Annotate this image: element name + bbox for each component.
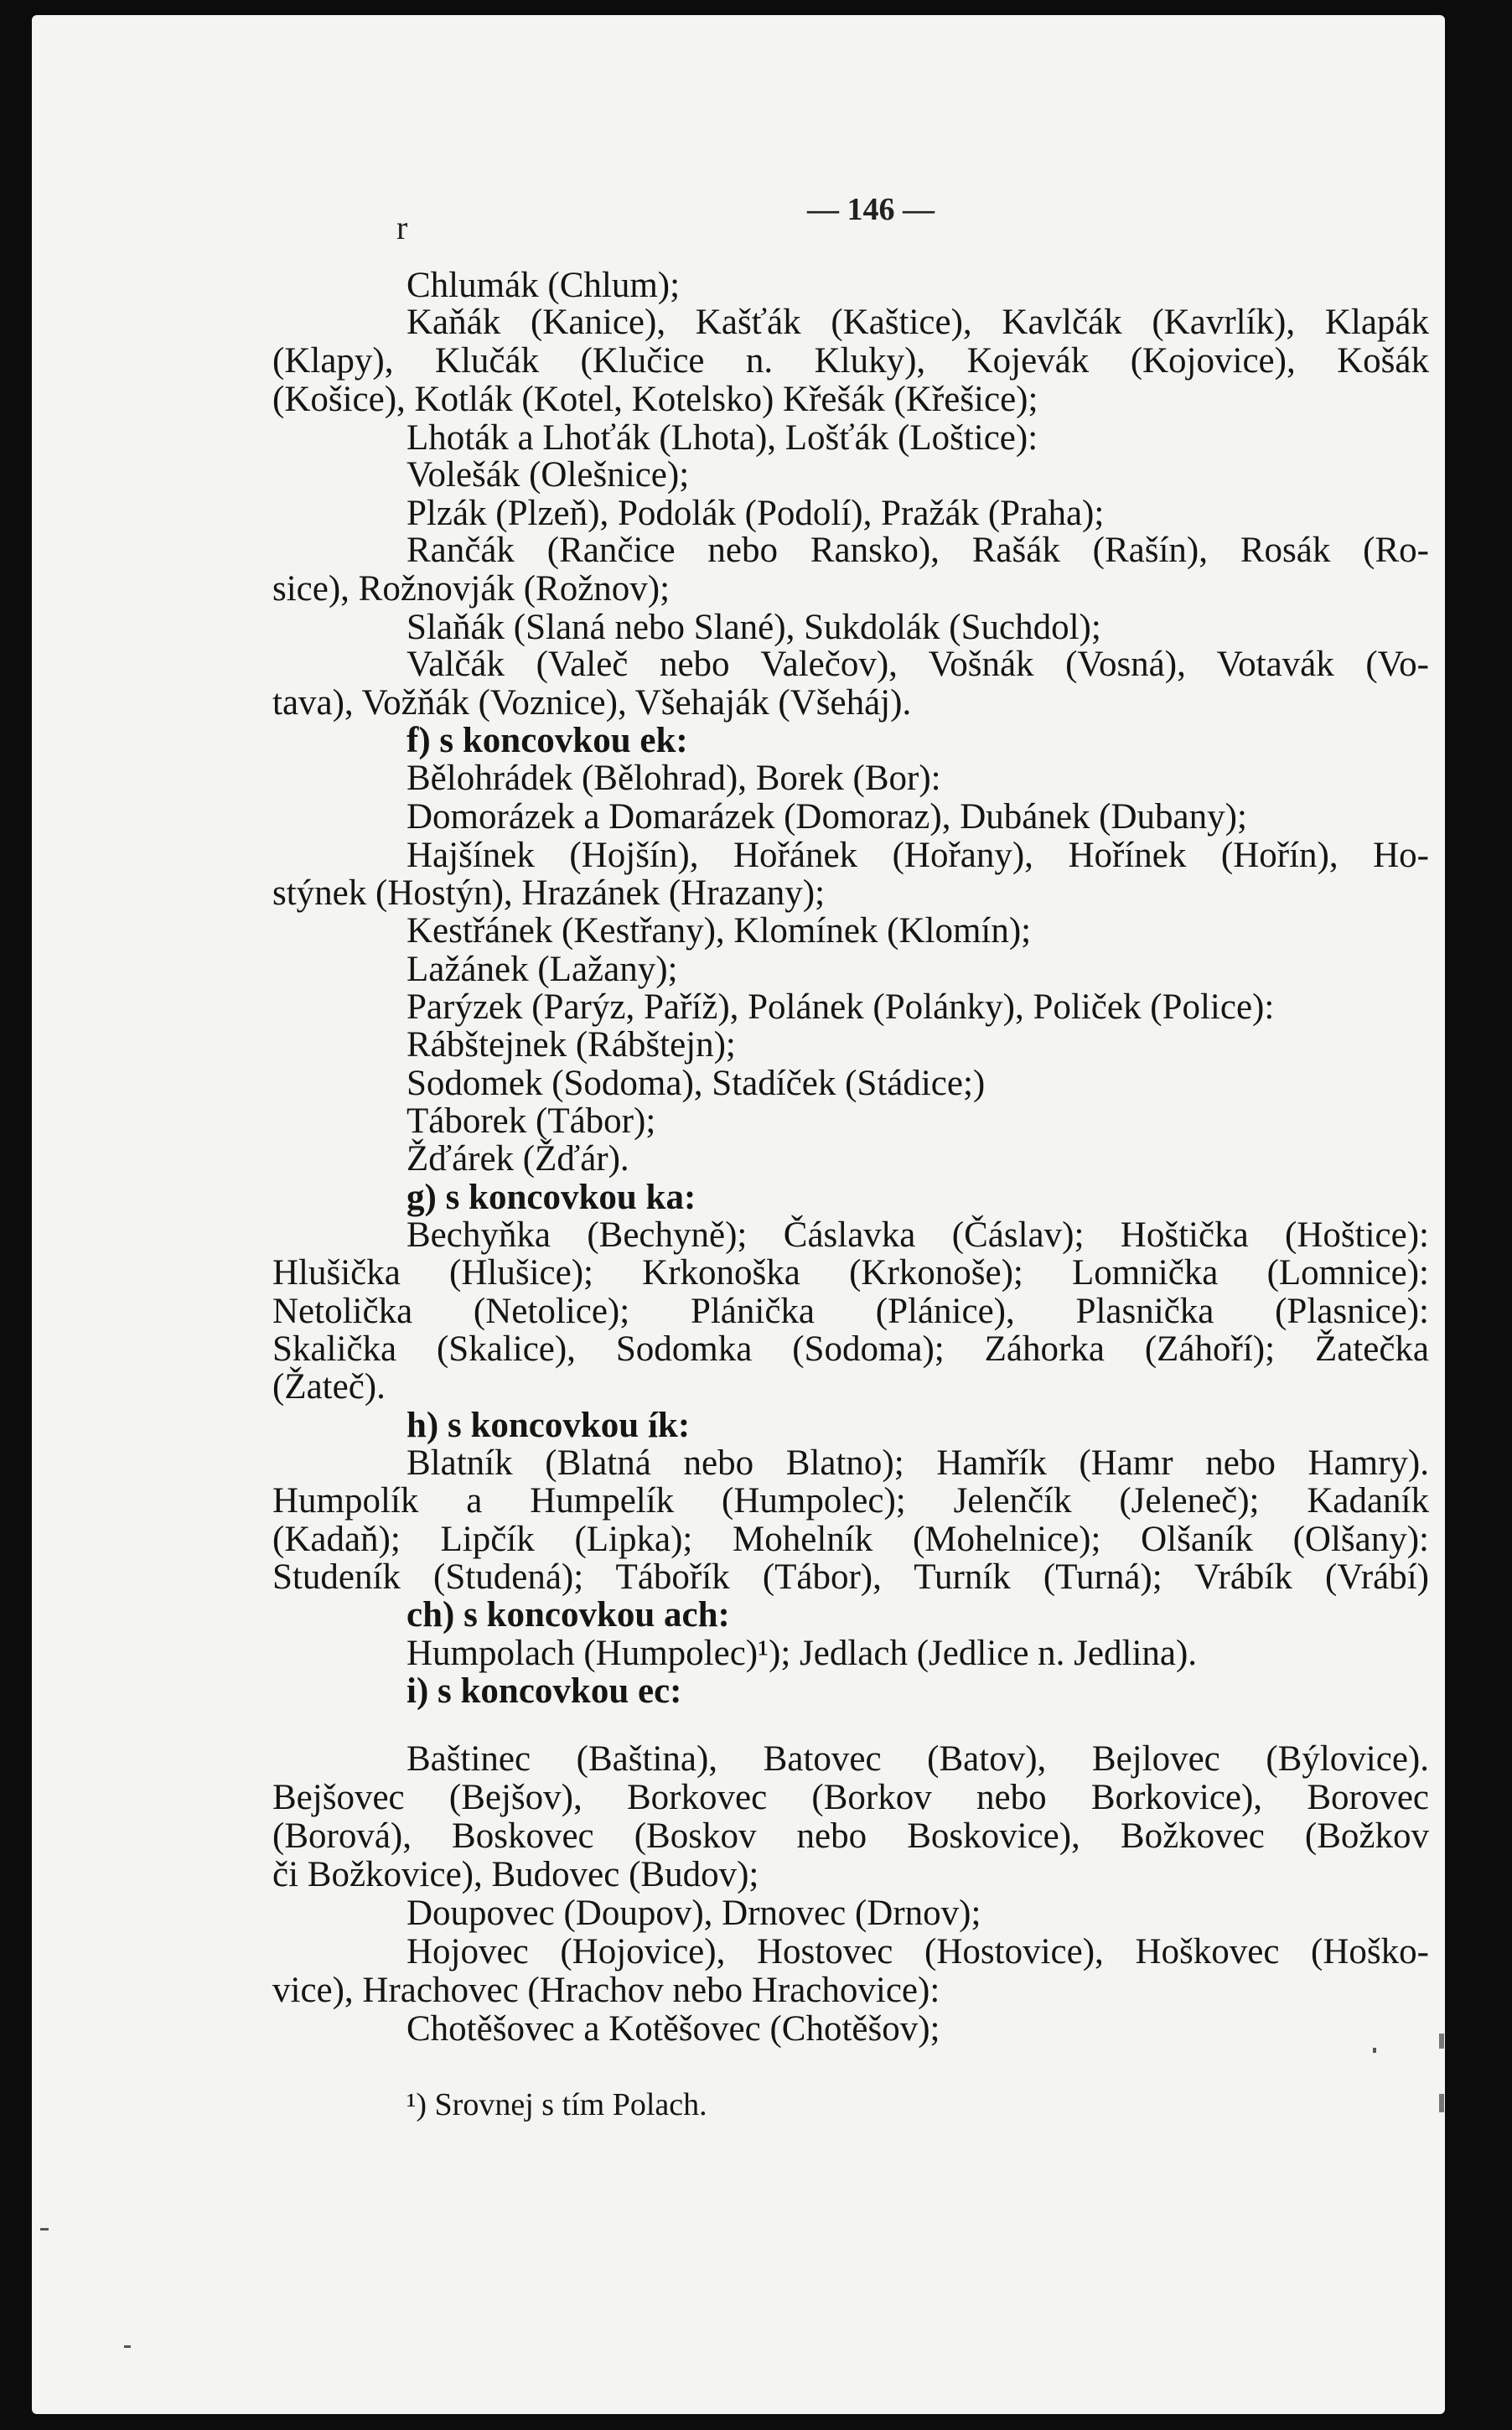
text-line: Kestřánek (Kestřany), Klomínek (Klomín); (406, 911, 1032, 951)
text-line: vice), Hrachovec (Hrachov nebo Hrachovice): (272, 1971, 940, 2010)
page-edge-mark (1439, 2094, 1444, 2112)
scan-speck (40, 2228, 49, 2231)
text-line: sice), Rožnovják (Rožnov); (272, 569, 671, 609)
text-line: Doupovec (Doupov), Drnovec (Drnov); (406, 1894, 981, 1933)
text-line: (Košice), Kotlák (Kotel, Kotelsko) Křešák (Křešice); (272, 380, 1038, 419)
section-heading-i: i) s koncovkou ec: (406, 1671, 682, 1711)
text-line: Sodomek (Sodoma), Stadíček (Stádice;) (406, 1064, 986, 1103)
text-line: stýnek (Hostýn), Hrazánek (Hrazany); (272, 873, 826, 913)
text-line: Hlušička (Hlušice); Krkonoška (Krkonoše); Lomnička (Lomnice): (272, 1253, 1429, 1293)
text-line: Bejšovec (Bejšov), Borkovec (Borkov nebo Borkovice), Borovec (272, 1778, 1429, 1817)
text-line: Kaňák (Kanice), Kašťák (Kaštice), Kavlčák (Kavrlík), Klapák (406, 303, 1429, 342)
text-line: Skalička (Skalice), Sodomka (Sodoma); Záhorka (Záhoří); Žatečka (272, 1329, 1429, 1369)
text-line: Chlumák (Chlum); (406, 266, 681, 305)
section-heading-ch: ch) s koncovkou ach: (406, 1595, 730, 1635)
text-line: Lhoták a Lhoťák (Lhota), Lošťák (Loštice): (406, 418, 1038, 458)
scan-speck (124, 2345, 131, 2348)
text-line: Valčák (Valeč nebo Valečov), Vošnák (Vosná), Votavák (Vo- (406, 645, 1429, 684)
text-line: Humpolík a Humpelík (Humpolec); Jelenčík (Jeleneč); Kadaník (272, 1481, 1429, 1521)
text-line: Rančák (Rančice nebo Ransko), Rašák (Rašín), Rosák (Ro- (406, 531, 1429, 570)
text-line: Bělohrádek (Bělohrad), Borek (Bor): (406, 759, 941, 798)
text-line: Humpolach (Humpolec)¹); Jedlach (Jedlice n. Jedlina). (406, 1634, 1198, 1673)
text-line: (Kadaň); Lipčík (Lipka); Mohelník (Mohelnice); Olšaník (Olšany): (272, 1520, 1429, 1559)
text-line: Hojovec (Hojovice), Hostovec (Hostovice), Hoškovec (Hoško- (406, 1932, 1429, 1971)
section-heading-g: g) s koncovkou ka: (406, 1178, 696, 1217)
text-line: Táborek (Tábor); (406, 1101, 656, 1141)
section-heading-f: f) s koncovkou ek: (406, 721, 688, 760)
text-line: Žďárek (Žďár). (406, 1139, 629, 1179)
text-line: (Žateč). (272, 1367, 386, 1407)
text-line: Parýzek (Parýz, Paříž), Polánek (Polánky), Poliček (Police): (406, 987, 1275, 1027)
text-line: Studeník (Studená); Tábořík (Tábor), Turník (Turná); Vrábík (Vrábí) (272, 1557, 1429, 1597)
text-line: Rábštejnek (Rábštejn); (406, 1025, 736, 1065)
text-line: Lažánek (Lažany); (406, 950, 678, 989)
margin-mark: r (396, 209, 408, 246)
text-line: Plzák (Plzeň), Podolák (Podolí), Pražák (Praha); (406, 494, 1105, 533)
text-line: Chotěšovec a Kotěšovec (Chotěšov); (406, 2009, 940, 2049)
text-line: Bechyňka (Bechyně); Čáslavka (Čáslav); Hoštička (Hoštice): (406, 1215, 1429, 1255)
text-line: Domorázek a Domarázek (Domoraz), Dubánek (Dubany); (406, 797, 1247, 837)
page-number: — 146 — (807, 192, 935, 227)
text-line: Blatník (Blatná nebo Blatno); Hamřík (Hamr nebo Hamry). (406, 1443, 1429, 1483)
text-line: tava), Vožňák (Voznice), Všehaják (Všeháj). (272, 683, 912, 723)
section-heading-h: h) s koncovkou ík: (406, 1406, 691, 1445)
scanned-page (32, 15, 1445, 2414)
text-line: Slaňák (Slaná nebo Slané), Sukdolák (Suchdol); (406, 608, 1101, 647)
footnote: ¹) Srovnej s tím Polach. (406, 2087, 707, 2122)
text-line: Volešák (Olešnice); (406, 455, 690, 495)
text-line: Hajšínek (Hojšín), Hořánek (Hořany), Hořínek (Hořín), Ho- (406, 836, 1429, 875)
scan-speck (1373, 2048, 1376, 2053)
text-line: či Božkovice), Budovec (Budov); (272, 1855, 759, 1894)
text-line: Baštinec (Baština), Batovec (Batov), Bejlovec (Býlovice). (406, 1739, 1429, 1779)
text-line: (Borová), Boskovec (Boskov nebo Boskovice), Božkovec (Božkov (272, 1816, 1429, 1856)
text-line: (Klapy), Klučák (Klučice n. Kluky), Kojevák (Kojovice), Košák (272, 341, 1429, 381)
page-edge-mark (1439, 2034, 1444, 2049)
text-line: Netolička (Netolice); Plánička (Plánice), Plasnička (Plasnice): (272, 1292, 1429, 1331)
